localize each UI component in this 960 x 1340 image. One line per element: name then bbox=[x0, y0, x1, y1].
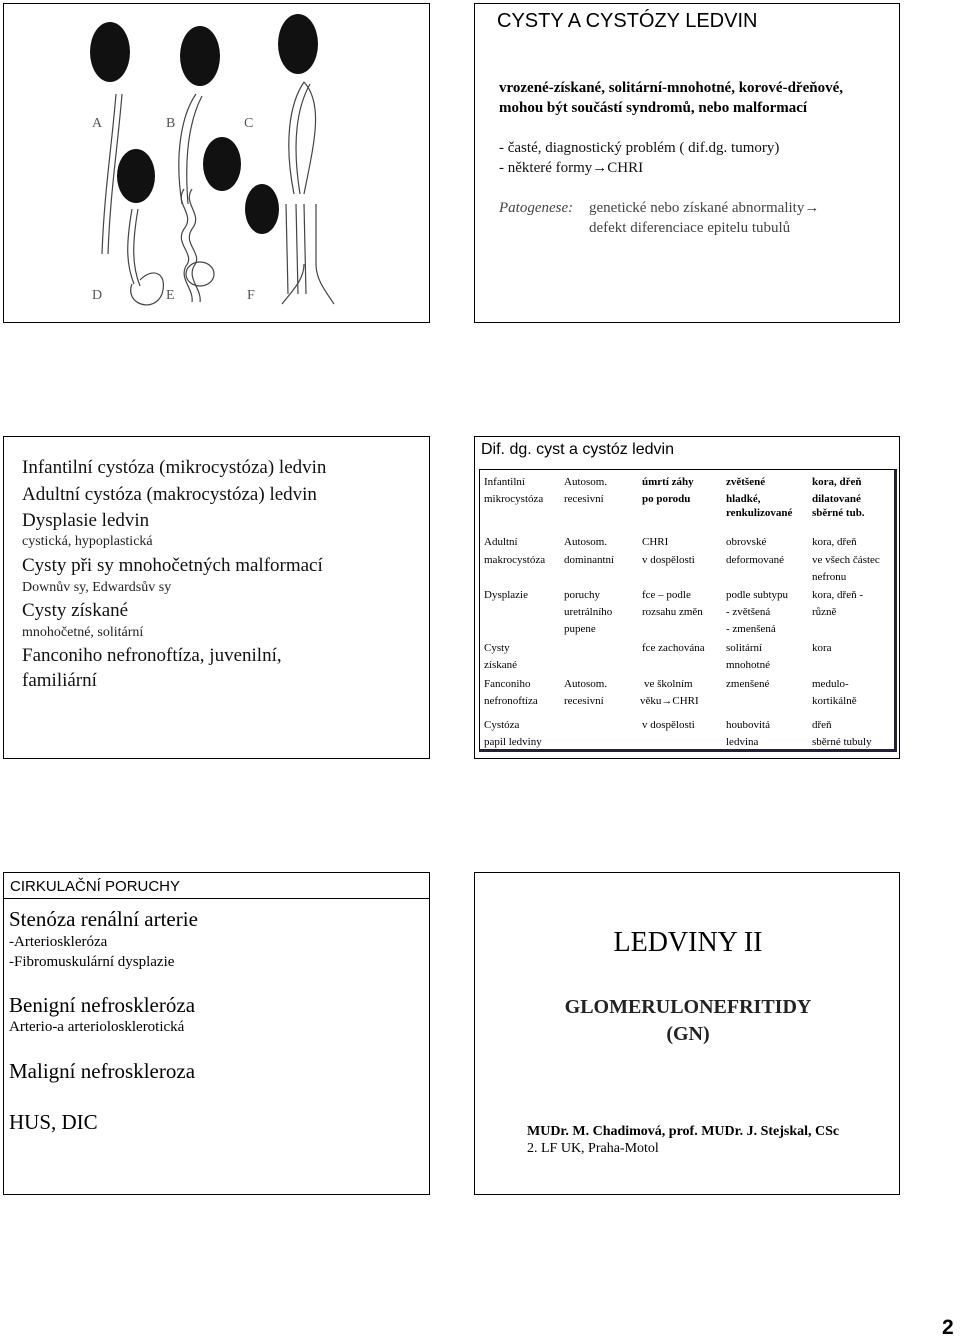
table-cell: poruchy bbox=[564, 589, 601, 601]
table-cell: kora, dřeň bbox=[812, 536, 857, 548]
table-cell: ledvina bbox=[726, 736, 759, 748]
table-cell: sběrné tubuly bbox=[812, 736, 872, 748]
slide-cysty-intro bbox=[474, 3, 900, 323]
list-item-fanconi: Fanconiho nefronoftíza, juvenilní, bbox=[22, 645, 282, 666]
slide-cyst-types bbox=[3, 436, 430, 759]
text-arterioskleroza: -Arterioskleróza bbox=[9, 934, 108, 950]
text-fibromuskularni: -Fibromuskulární dysplazie bbox=[9, 954, 175, 970]
list-subitem-cysticka: cystická, hypoplastická bbox=[22, 534, 153, 549]
table-cell: recesivní bbox=[564, 493, 604, 505]
table-cell: zvětšené bbox=[726, 476, 766, 488]
table-cell: dřeň bbox=[812, 719, 832, 731]
figure-label-f: F bbox=[247, 288, 255, 303]
table-title: Dif. dg. cyst a cystóz ledvin bbox=[481, 441, 674, 458]
table-cell: získané bbox=[484, 659, 517, 671]
table-cell: Autosom. bbox=[564, 678, 608, 690]
subtitle-gn: GLOMERULONEFRITIDY bbox=[564, 996, 812, 1018]
heading-maligni: Maligní nefroskleroza bbox=[9, 1059, 196, 1083]
heading-hus-dic: HUS, DIC bbox=[9, 1110, 98, 1134]
table-cell: podle subtypu bbox=[726, 589, 789, 601]
intro-line-1: vrozené-získané, solitární-mnohotné, korové-dřeňové, bbox=[499, 80, 843, 96]
table-cell: kora, dřeň - bbox=[812, 589, 864, 601]
table-cell: Autosom. bbox=[564, 536, 608, 548]
table-cell: fce – podle bbox=[642, 589, 691, 601]
table-cell: kora, dřeň bbox=[812, 476, 862, 488]
heading-stenoza: Stenóza renální arterie bbox=[9, 907, 198, 931]
table-cell: sběrné tub. bbox=[812, 507, 865, 519]
figure-label-a: A bbox=[92, 116, 103, 131]
table-cell: deformované bbox=[726, 554, 785, 566]
heading-benigni: Benigní nefroskleróza bbox=[9, 993, 196, 1017]
dif-dg-table bbox=[479, 469, 897, 752]
slide-title: LEDVINY II bbox=[613, 927, 763, 958]
table-cell: solitární bbox=[726, 642, 763, 654]
slide-ledviny-ii bbox=[474, 872, 900, 1195]
figure-label-e: E bbox=[166, 288, 175, 303]
patogenese-label: Patogenese: bbox=[499, 200, 574, 216]
intro-line-2: mohou být součástí syndromů, nebo malformací bbox=[499, 100, 808, 116]
list-subitem-mnohocetne: mnohočetné, solitární bbox=[22, 625, 144, 640]
list-item-infantilni: Infantilní cystóza (mikrocystóza) ledvin bbox=[22, 457, 327, 478]
table-cell: po porodu bbox=[642, 493, 691, 505]
kidney-anomalies-illustration bbox=[4, 4, 430, 323]
list-item-adultni: Adultní cystóza (makrocystóza) ledvin bbox=[22, 484, 317, 505]
list-item-dysplasie: Dysplasie ledvin bbox=[22, 510, 150, 531]
table-cell: makrocystóza bbox=[484, 554, 546, 566]
table-cell: mnohotné bbox=[726, 659, 770, 671]
slide-kidney-figure bbox=[3, 3, 430, 323]
table-cell: Adultní bbox=[484, 536, 518, 548]
intro-line-3: - časté, diagnostický problém ( dif.dg. tumory) bbox=[499, 140, 780, 156]
table-cell: - zmenšená bbox=[726, 623, 776, 635]
table-cell: rozsahu změn bbox=[642, 606, 703, 618]
list-subitem-syndromy: Downův sy, Edwardsův sy bbox=[22, 580, 172, 595]
authors: MUDr. M. Chadimová, prof. MUDr. J. Stejskal, CSc bbox=[527, 1124, 840, 1139]
institution: 2. LF UK, Praha-Motol bbox=[527, 1141, 659, 1156]
table-cell: recesivní bbox=[564, 695, 604, 707]
slide-dif-dg-table bbox=[474, 436, 900, 759]
subtitle-gn-abbr: (GN) bbox=[666, 1023, 710, 1045]
table-cell: dilatované bbox=[812, 493, 861, 505]
table-cell: - zvětšená bbox=[726, 606, 771, 618]
figure-label-c: C bbox=[244, 116, 254, 131]
table-cell: papil ledviny bbox=[484, 736, 542, 748]
table-cell: Dysplazie bbox=[484, 589, 528, 601]
patogenese-text-2: defekt diferenciace epitelu tubulů bbox=[589, 220, 791, 236]
table-cell: v dospělosti bbox=[642, 719, 695, 731]
table-cell: Fanconiho bbox=[484, 678, 531, 690]
table-cell: pupene bbox=[564, 623, 596, 635]
patogenese-text-1: genetické nebo získané abnormality→ bbox=[589, 200, 820, 216]
list-item-ziskane: Cysty získané bbox=[22, 600, 129, 621]
table-cell: Cystóza bbox=[484, 719, 520, 731]
table-cell: obrovské bbox=[726, 536, 767, 548]
table-cell: uretrálního bbox=[564, 606, 613, 618]
table-cell: houbovitá bbox=[726, 719, 770, 731]
table-cell: nefronu bbox=[812, 571, 847, 583]
table-cell: zmenšené bbox=[726, 678, 770, 690]
list-item-malformace: Cysty při sy mnohočetných malformací bbox=[22, 555, 323, 576]
page-number: 2 bbox=[942, 1316, 954, 1339]
table-cell: Autosom. bbox=[564, 476, 608, 488]
text-arterio: Arterio-a arteriolosklerotická bbox=[9, 1019, 185, 1035]
intro-line-4: - některé formy→CHRI bbox=[499, 160, 644, 176]
table-cell: kora bbox=[812, 642, 832, 654]
slide-title: CIRKULAČNÍ PORUCHY bbox=[4, 873, 430, 899]
table-cell: Cysty bbox=[484, 642, 510, 654]
table-cell: nefronoftíza bbox=[484, 695, 538, 707]
list-item-familiarni: familiární bbox=[22, 670, 97, 691]
table-cell: medulo- bbox=[812, 678, 849, 690]
table-cell: CHRI bbox=[642, 536, 669, 548]
table-cell: ve školním bbox=[644, 678, 693, 690]
table-cell: různě bbox=[812, 606, 837, 618]
table-cell: renkulizované bbox=[726, 507, 793, 519]
table-cell: hladké, bbox=[726, 493, 761, 505]
table-cell: dominantní bbox=[564, 554, 615, 566]
slide-title: CYSTY A CYSTÓZY LEDVIN bbox=[497, 10, 758, 32]
table-cell: věku→CHRI bbox=[640, 695, 699, 707]
table-cell: ve všech částec bbox=[812, 554, 880, 566]
figure-label-d: D bbox=[92, 288, 103, 303]
slide-cirkulacni-poruchy bbox=[3, 872, 430, 1195]
table-cell: mikrocystóza bbox=[484, 493, 544, 505]
figure-label-b: B bbox=[166, 116, 176, 131]
table-cell: fce zachována bbox=[642, 642, 705, 654]
table-cell: kortikálně bbox=[812, 695, 857, 707]
table-cell: úmrtí záhy bbox=[642, 476, 694, 488]
table-cell: Infantilní bbox=[484, 476, 525, 488]
table-cell: v dospělosti bbox=[642, 554, 695, 566]
